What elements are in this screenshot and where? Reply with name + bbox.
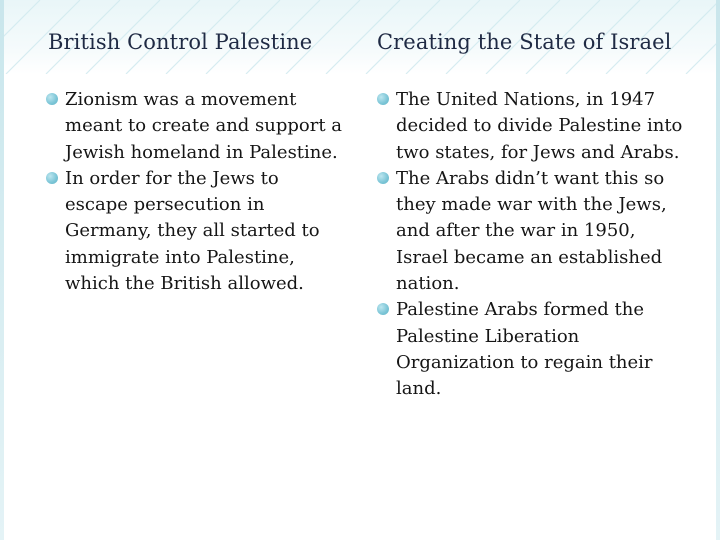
bullet-dot-icon <box>377 303 389 315</box>
heading-british-control: British Control Palestine <box>48 30 313 54</box>
bullet-dot-icon <box>377 172 389 184</box>
right-bullet-list <box>377 87 689 403</box>
bullet-text: The United Nations, in 1947 decided to divide Palestine into two states, for Jews and Arabs. <box>396 89 683 163</box>
left-edge-rule <box>0 0 4 540</box>
bullet-item <box>46 87 346 166</box>
bullet-text: In order for the Jews to escape persecution in Germany, they all started to immigrate into Palestine, which the British allowed. <box>65 167 320 295</box>
bullet-item <box>377 166 689 297</box>
left-column <box>46 87 346 297</box>
right-edge-rule <box>716 0 720 540</box>
bullet-item <box>377 87 689 166</box>
bullet-dot-icon <box>377 93 389 105</box>
bullet-item <box>377 297 689 402</box>
bullet-text: Zionism was a movement meant to create and support a Jewish homeland in Palestine. <box>65 89 343 163</box>
bullet-dot-icon <box>46 172 58 184</box>
right-column <box>377 87 689 403</box>
bullet-text: Palestine Arabs formed the Palestine Liberation Organization to regain their land. <box>396 299 653 400</box>
bullet-dot-icon <box>46 93 58 105</box>
bullet-item <box>46 166 346 297</box>
heading-creating-israel: Creating the State of Israel <box>377 30 672 54</box>
bullet-text: The Arabs didn’t want this so they made war with the Jews, and after the war in 1950, Israel became an established nation. <box>396 167 667 295</box>
left-bullet-list <box>46 87 346 297</box>
